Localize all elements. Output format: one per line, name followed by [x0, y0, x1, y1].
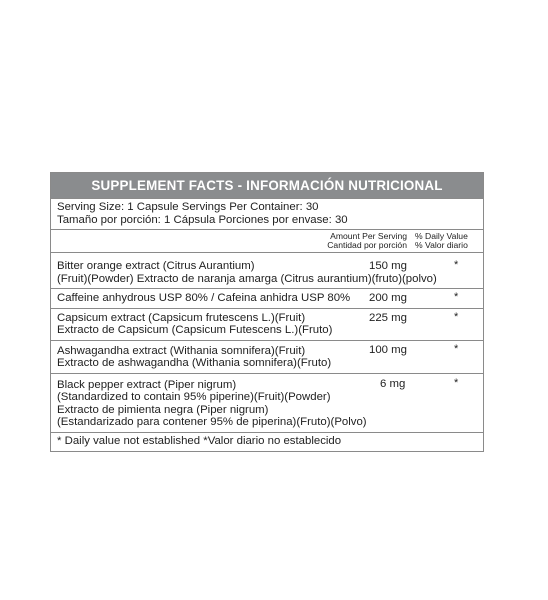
ingredient-row-ashwagandha	[51, 341, 483, 374]
serving-info	[51, 199, 483, 230]
daily-value-asterisk: *	[454, 310, 459, 323]
ingredient-name-line: Black pepper extract (Piper nigrum)	[57, 378, 237, 391]
ingredient-name-line: Caffeine anhydrous USP 80% / Cafeina anhidra USP 80%	[57, 292, 351, 304]
ingredient-name-line: Extracto de pimienta negra (Piper nigrum)	[57, 403, 269, 416]
amount-header	[309, 232, 407, 250]
ingredient-amount: 200 mg	[369, 292, 407, 304]
ingredient-row-capsicum	[51, 309, 483, 341]
supplement-facts-panel	[50, 172, 484, 452]
ingredient-amount: 100 mg	[369, 343, 407, 356]
ingredient-name-line: Extracto de ashwagandha (Withania somnifera)(Fruto)	[57, 357, 332, 369]
amount-header-en: Amount Per Serving	[330, 231, 407, 241]
daily-value-header	[415, 232, 468, 250]
daily-value-header-en: % Daily Value	[415, 231, 468, 241]
ingredient-amount: 6 mg	[380, 377, 406, 390]
ingredient-name-line: (Estandarizado para contener 95% de piperina)(Fruto)(Polvo)	[57, 416, 367, 428]
daily-value-asterisk: *	[454, 376, 459, 389]
ingredient-amount: 150 mg	[369, 260, 407, 272]
ingredient-name-line: Ashwagandha extract (Withania somnifera)(Fruit)	[57, 344, 306, 357]
ingredient-name-line: (Fruit)(Powder) Extracto de naranja amarga (Citrus aurantium)(fruto)(polvo)	[57, 272, 437, 285]
serving-size-en: Serving Size: 1 Capsule Servings Per Container: 30	[57, 201, 319, 213]
daily-value-header-es: % Valor diario	[415, 240, 468, 250]
daily-value-asterisk: *	[454, 291, 459, 303]
column-headers	[51, 230, 483, 253]
panel-title: SUPPLEMENT FACTS - INFORMACIÓN NUTRICIONAL	[51, 173, 483, 199]
ingredient-name-line: Capsicum extract (Capsicum frutescens L.)(Fruit)	[57, 311, 306, 324]
footnote: * Daily value not established *Valor diario no establecido	[57, 434, 342, 447]
ingredient-row-black-pepper	[51, 374, 483, 433]
ingredient-name-line: Bitter orange extract (Citrus Aurantium)	[57, 260, 255, 272]
ingredient-name-line: (Standardized to contain 95% piperine)(Fruit)(Powder)	[57, 391, 331, 403]
ingredient-row-caffeine	[51, 289, 483, 309]
daily-value-asterisk: *	[454, 342, 459, 355]
serving-size-es: Tamaño por porción: 1 Cápsula Porciones por envase: 30	[57, 213, 348, 226]
daily-value-asterisk: *	[454, 259, 459, 271]
ingredient-amount: 225 mg	[369, 311, 407, 324]
amount-header-es: Cantidad por porción	[327, 240, 407, 250]
ingredient-row-bitter-orange	[51, 253, 483, 289]
ingredient-name-line: Extracto de Capsicum (Capsicum Futescens L.)(Fruto)	[57, 324, 333, 336]
